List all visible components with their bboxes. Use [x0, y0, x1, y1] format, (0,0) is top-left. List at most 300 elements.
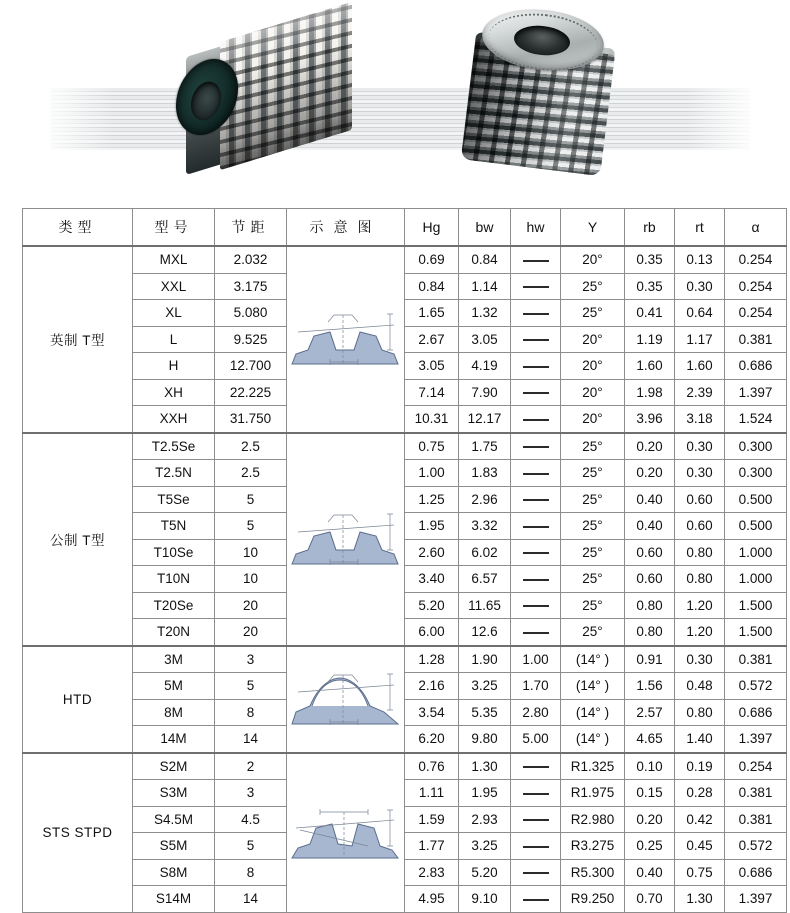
- cell-pitch: 20: [215, 619, 287, 646]
- cell-hw: 1.00: [511, 646, 561, 673]
- cell-pitch: 8: [215, 699, 287, 726]
- cell-pitch: 3: [215, 646, 287, 673]
- cell-hg: 2.67: [405, 326, 459, 353]
- cell-gamma: 25°: [561, 592, 625, 619]
- cell-rt: 0.60: [675, 513, 725, 540]
- cell-rt: 0.30: [675, 433, 725, 460]
- cell-hw: [511, 513, 561, 540]
- cell-rb: 0.40: [625, 486, 675, 513]
- cell-rb: 0.20: [625, 433, 675, 460]
- cell-hg: 6.00: [405, 619, 459, 646]
- cell-bw: 1.75: [459, 433, 511, 460]
- table-header: [23, 209, 787, 247]
- cell-hw: [511, 246, 561, 273]
- cell-pitch: 8: [215, 859, 287, 886]
- cell-alpha: 1.000: [725, 539, 787, 566]
- cell-gamma: R2.980: [561, 806, 625, 833]
- cell-hw: 2.80: [511, 699, 561, 726]
- column-header-pitch: 节距: [215, 209, 287, 247]
- cell-gamma: R1.975: [561, 780, 625, 807]
- cell-hw: [511, 539, 561, 566]
- cell-rt: 1.40: [675, 726, 725, 753]
- cell-rt: 1.20: [675, 619, 725, 646]
- cell-pitch: 10: [215, 539, 287, 566]
- category-label: 公制 T型: [23, 433, 133, 646]
- cell-alpha: 0.381: [725, 326, 787, 353]
- cell-rb: 0.25: [625, 833, 675, 860]
- cell-alpha: 0.254: [725, 273, 787, 300]
- cell-rb: 0.10: [625, 753, 675, 780]
- cell-rt: 0.30: [675, 646, 725, 673]
- cell-pitch: 2: [215, 753, 287, 780]
- empty-value-dash: [523, 446, 549, 448]
- cell-rt: 0.80: [675, 539, 725, 566]
- table-row: [23, 859, 787, 886]
- cell-model: XXH: [133, 406, 215, 433]
- column-header-rt: rt: [675, 209, 725, 247]
- cell-hg: 0.69: [405, 246, 459, 273]
- cell-gamma: 20°: [561, 246, 625, 273]
- cell-bw: 3.32: [459, 513, 511, 540]
- cell-alpha: 1.397: [725, 726, 787, 753]
- empty-value-dash: [523, 872, 549, 874]
- cell-alpha: 1.500: [725, 619, 787, 646]
- empty-value-dash: [523, 419, 549, 421]
- tooth-profile-diagram: [287, 433, 405, 646]
- table-row: [23, 433, 787, 460]
- cell-rb: 1.60: [625, 353, 675, 380]
- cell-bw: 6.57: [459, 566, 511, 593]
- cell-rb: 0.35: [625, 273, 675, 300]
- table-row: [23, 273, 787, 300]
- cell-pitch: 10: [215, 566, 287, 593]
- cell-gamma: 25°: [561, 460, 625, 487]
- column-header-type: 类型: [23, 209, 133, 247]
- cell-model: MXL: [133, 246, 215, 273]
- cell-model: S2M: [133, 753, 215, 780]
- cell-hg: 7.14: [405, 379, 459, 406]
- table-row: [23, 619, 787, 646]
- cell-alpha: 0.686: [725, 353, 787, 380]
- cell-model: 5M: [133, 673, 215, 700]
- cell-hw: [511, 566, 561, 593]
- cell-rb: 0.35: [625, 246, 675, 273]
- cell-model: 8M: [133, 699, 215, 726]
- cell-hg: 1.59: [405, 806, 459, 833]
- cell-alpha: 1.397: [725, 379, 787, 406]
- cell-alpha: 1.524: [725, 406, 787, 433]
- cell-pitch: 22.225: [215, 379, 287, 406]
- empty-value-dash: [523, 313, 549, 315]
- category-label: 英制 T型: [23, 246, 133, 433]
- cell-gamma: R9.250: [561, 886, 625, 913]
- cell-rt: 2.39: [675, 379, 725, 406]
- cell-rb: 0.80: [625, 592, 675, 619]
- cell-rb: 4.65: [625, 726, 675, 753]
- cell-hw: [511, 753, 561, 780]
- cell-bw: 5.35: [459, 699, 511, 726]
- column-header-model: 型号: [133, 209, 215, 247]
- cell-hw: [511, 433, 561, 460]
- table-body: [23, 246, 787, 912]
- cell-alpha: 0.254: [725, 753, 787, 780]
- cell-model: 3M: [133, 646, 215, 673]
- cell-gamma: 20°: [561, 379, 625, 406]
- cell-bw: 1.90: [459, 646, 511, 673]
- empty-value-dash: [523, 766, 549, 768]
- cell-hg: 1.28: [405, 646, 459, 673]
- cell-rb: 0.40: [625, 859, 675, 886]
- cell-pitch: 5: [215, 833, 287, 860]
- cell-alpha: 0.572: [725, 673, 787, 700]
- empty-value-dash: [523, 632, 549, 634]
- cell-rb: 0.70: [625, 886, 675, 913]
- cell-pitch: 14: [215, 726, 287, 753]
- cell-rt: 0.13: [675, 246, 725, 273]
- cell-alpha: 0.254: [725, 246, 787, 273]
- cell-alpha: 0.381: [725, 806, 787, 833]
- cell-hw: [511, 326, 561, 353]
- table-row: [23, 300, 787, 327]
- cell-bw: 1.14: [459, 273, 511, 300]
- cell-bw: 6.02: [459, 539, 511, 566]
- cell-rb: 3.96: [625, 406, 675, 433]
- cell-rt: 0.75: [675, 859, 725, 886]
- cell-pitch: 9.525: [215, 326, 287, 353]
- cell-gamma: (14° ): [561, 673, 625, 700]
- cell-gamma: R5.300: [561, 859, 625, 886]
- cell-bw: 1.95: [459, 780, 511, 807]
- cell-model: S3M: [133, 780, 215, 807]
- cell-alpha: 0.381: [725, 646, 787, 673]
- cell-rt: 3.18: [675, 406, 725, 433]
- cell-rb: 0.80: [625, 619, 675, 646]
- table-row: [23, 726, 787, 753]
- cell-bw: 4.19: [459, 353, 511, 380]
- cell-hw: 1.70: [511, 673, 561, 700]
- cell-alpha: 0.686: [725, 859, 787, 886]
- cell-rt: 1.17: [675, 326, 725, 353]
- cell-gamma: R1.325: [561, 753, 625, 780]
- cell-gamma: (14° ): [561, 726, 625, 753]
- cell-hg: 1.25: [405, 486, 459, 513]
- cell-hg: 1.65: [405, 300, 459, 327]
- cell-gamma: 25°: [561, 300, 625, 327]
- table-row: [23, 379, 787, 406]
- table-row: [23, 326, 787, 353]
- cell-pitch: 4.5: [215, 806, 287, 833]
- cell-model: T20N: [133, 619, 215, 646]
- cell-alpha: 0.686: [725, 699, 787, 726]
- cell-hw: [511, 486, 561, 513]
- cell-gamma: 25°: [561, 539, 625, 566]
- cell-bw: 3.05: [459, 326, 511, 353]
- table-row: [23, 780, 787, 807]
- cell-model: T20Se: [133, 592, 215, 619]
- cell-pitch: 5.080: [215, 300, 287, 327]
- empty-value-dash: [523, 605, 549, 607]
- cell-hw: [511, 859, 561, 886]
- cell-model: XH: [133, 379, 215, 406]
- table-row: [23, 699, 787, 726]
- cell-pitch: 12.700: [215, 353, 287, 380]
- column-header-bw: bw: [459, 209, 511, 247]
- cell-bw: 1.83: [459, 460, 511, 487]
- cell-rt: 0.30: [675, 273, 725, 300]
- cell-gamma: 20°: [561, 326, 625, 353]
- cell-hw: [511, 406, 561, 433]
- cell-rb: 0.20: [625, 806, 675, 833]
- empty-value-dash: [523, 499, 549, 501]
- cell-pitch: 5: [215, 513, 287, 540]
- cell-gamma: R3.275: [561, 833, 625, 860]
- table-row: [23, 406, 787, 433]
- cell-hw: [511, 806, 561, 833]
- cell-bw: 1.32: [459, 300, 511, 327]
- empty-value-dash: [523, 819, 549, 821]
- empty-value-dash: [523, 793, 549, 795]
- striped-backdrop: [50, 88, 750, 150]
- table-row: [23, 353, 787, 380]
- empty-value-dash: [523, 846, 549, 848]
- cell-rb: 0.20: [625, 460, 675, 487]
- cell-model: S4.5M: [133, 806, 215, 833]
- cell-rb: 0.15: [625, 780, 675, 807]
- cell-alpha: 0.254: [725, 300, 787, 327]
- cell-rb: 0.60: [625, 539, 675, 566]
- cell-rt: 0.48: [675, 673, 725, 700]
- cell-rt: 0.28: [675, 780, 725, 807]
- cell-pitch: 2.5: [215, 433, 287, 460]
- empty-value-dash: [523, 579, 549, 581]
- cell-hg: 2.83: [405, 859, 459, 886]
- cell-model: S14M: [133, 886, 215, 913]
- cell-alpha: 1.000: [725, 566, 787, 593]
- cell-hw: [511, 780, 561, 807]
- cell-alpha: 0.500: [725, 513, 787, 540]
- column-header-rb: rb: [625, 209, 675, 247]
- cell-hg: 3.54: [405, 699, 459, 726]
- cell-hg: 3.05: [405, 353, 459, 380]
- cell-model: T2.5N: [133, 460, 215, 487]
- cell-bw: 5.20: [459, 859, 511, 886]
- cell-alpha: 1.500: [725, 592, 787, 619]
- cell-hw: [511, 273, 561, 300]
- cell-rt: 0.64: [675, 300, 725, 327]
- cell-rb: 1.56: [625, 673, 675, 700]
- header-row: [23, 209, 787, 247]
- table-row: [23, 646, 787, 673]
- column-header-hg: Hg: [405, 209, 459, 247]
- cell-bw: 9.80: [459, 726, 511, 753]
- cell-bw: 7.90: [459, 379, 511, 406]
- empty-value-dash: [523, 473, 549, 475]
- empty-value-dash: [523, 526, 549, 528]
- cell-model: XXL: [133, 273, 215, 300]
- cell-alpha: 0.300: [725, 433, 787, 460]
- empty-value-dash: [523, 899, 549, 901]
- cell-rb: 0.91: [625, 646, 675, 673]
- specification-table-container: [22, 208, 773, 913]
- empty-value-dash: [523, 392, 549, 394]
- cell-hg: 0.76: [405, 753, 459, 780]
- cell-bw: 2.96: [459, 486, 511, 513]
- column-header-gamma: Υ: [561, 209, 625, 247]
- table-row: [23, 886, 787, 913]
- cell-hg: 1.77: [405, 833, 459, 860]
- cell-pitch: 5: [215, 673, 287, 700]
- category-label: STS STPD: [23, 753, 133, 913]
- cell-rt: 0.80: [675, 566, 725, 593]
- cell-rb: 2.57: [625, 699, 675, 726]
- tooth-profile-diagram: [287, 753, 405, 913]
- cell-hw: [511, 379, 561, 406]
- cell-rt: 0.30: [675, 460, 725, 487]
- cell-hg: 1.11: [405, 780, 459, 807]
- cell-gamma: 25°: [561, 433, 625, 460]
- cell-alpha: 0.381: [725, 780, 787, 807]
- table-row: [23, 539, 787, 566]
- cell-rt: 0.45: [675, 833, 725, 860]
- cell-gamma: (14° ): [561, 699, 625, 726]
- cell-hg: 10.31: [405, 406, 459, 433]
- cell-bw: 9.10: [459, 886, 511, 913]
- cell-pitch: 2.5: [215, 460, 287, 487]
- table-row: [23, 566, 787, 593]
- cell-model: T5N: [133, 513, 215, 540]
- cell-model: XL: [133, 300, 215, 327]
- cell-alpha: 0.500: [725, 486, 787, 513]
- cell-gamma: 25°: [561, 273, 625, 300]
- table-row: [23, 753, 787, 780]
- hob-shading: [220, 2, 352, 170]
- cell-rt: 0.19: [675, 753, 725, 780]
- cell-gamma: 20°: [561, 406, 625, 433]
- cell-hw: [511, 619, 561, 646]
- cell-model: 14M: [133, 726, 215, 753]
- cell-bw: 0.84: [459, 246, 511, 273]
- tooth-profile-trapezoid: [290, 506, 402, 572]
- cell-hw: [511, 833, 561, 860]
- cell-rb: 1.98: [625, 379, 675, 406]
- column-header-alpha: α: [725, 209, 787, 247]
- cell-hg: 6.20: [405, 726, 459, 753]
- cell-bw: 3.25: [459, 833, 511, 860]
- table-row: [23, 806, 787, 833]
- cell-rt: 0.60: [675, 486, 725, 513]
- cell-hg: 0.84: [405, 273, 459, 300]
- cell-bw: 12.17: [459, 406, 511, 433]
- table-row: [23, 513, 787, 540]
- cell-hw: [511, 460, 561, 487]
- table-row: [23, 673, 787, 700]
- cell-hg: 0.75: [405, 433, 459, 460]
- cell-rb: 0.60: [625, 566, 675, 593]
- cell-model: T5Se: [133, 486, 215, 513]
- cell-rb: 0.40: [625, 513, 675, 540]
- cell-bw: 11.65: [459, 592, 511, 619]
- table-row: [23, 246, 787, 273]
- hob-cutter-horizontal-photo: [168, 8, 368, 183]
- cell-hg: 3.40: [405, 566, 459, 593]
- cell-model: T2.5Se: [133, 433, 215, 460]
- cell-hw: 5.00: [511, 726, 561, 753]
- cell-gamma: 25°: [561, 619, 625, 646]
- cell-gamma: 25°: [561, 486, 625, 513]
- cell-hg: 4.95: [405, 886, 459, 913]
- cell-hg: 2.16: [405, 673, 459, 700]
- cell-hw: [511, 300, 561, 327]
- cell-bw: 12.6: [459, 619, 511, 646]
- tooth-profile-stpd: [290, 800, 402, 866]
- tooth-profile-trapezoid: [290, 306, 402, 372]
- tooth-profile-diagram: [287, 246, 405, 433]
- cell-model: T10Se: [133, 539, 215, 566]
- cell-gamma: 25°: [561, 513, 625, 540]
- column-header-hw: hw: [511, 209, 561, 247]
- cell-hw: [511, 592, 561, 619]
- tooth-profile-diagram: [287, 646, 405, 753]
- cell-alpha: 0.572: [725, 833, 787, 860]
- cell-pitch: 5: [215, 486, 287, 513]
- empty-value-dash: [523, 286, 549, 288]
- cell-model: S5M: [133, 833, 215, 860]
- empty-value-dash: [523, 339, 549, 341]
- empty-value-dash: [523, 552, 549, 554]
- cell-rt: 1.20: [675, 592, 725, 619]
- cell-bw: 2.93: [459, 806, 511, 833]
- cell-model: S8M: [133, 859, 215, 886]
- hob-cutter-angled-photo: [452, 2, 632, 192]
- cell-gamma: 25°: [561, 566, 625, 593]
- cell-pitch: 14: [215, 886, 287, 913]
- cell-hg: 1.00: [405, 460, 459, 487]
- cell-alpha: 0.300: [725, 460, 787, 487]
- table-row: [23, 460, 787, 487]
- empty-value-dash: [523, 366, 549, 368]
- table-row: [23, 592, 787, 619]
- cell-pitch: 31.750: [215, 406, 287, 433]
- empty-value-dash: [523, 260, 549, 262]
- cell-rb: 1.19: [625, 326, 675, 353]
- cell-hg: 2.60: [405, 539, 459, 566]
- cell-pitch: 2.032: [215, 246, 287, 273]
- category-label: HTD: [23, 646, 133, 753]
- cell-gamma: (14° ): [561, 646, 625, 673]
- specification-table: [22, 208, 787, 913]
- tooth-profile-round: [290, 666, 402, 732]
- cell-pitch: 3: [215, 780, 287, 807]
- cell-hg: 1.95: [405, 513, 459, 540]
- table-row: [23, 833, 787, 860]
- cell-hg: 5.20: [405, 592, 459, 619]
- cell-hw: [511, 886, 561, 913]
- cell-rt: 0.80: [675, 699, 725, 726]
- cell-bw: 3.25: [459, 673, 511, 700]
- product-photo-banner: [0, 0, 790, 205]
- cell-model: H: [133, 353, 215, 380]
- cell-model: L: [133, 326, 215, 353]
- cell-rt: 0.42: [675, 806, 725, 833]
- cell-gamma: 20°: [561, 353, 625, 380]
- cell-pitch: 3.175: [215, 273, 287, 300]
- cell-bw: 1.30: [459, 753, 511, 780]
- cell-pitch: 20: [215, 592, 287, 619]
- table-row: [23, 486, 787, 513]
- cell-model: T10N: [133, 566, 215, 593]
- cell-rb: 0.41: [625, 300, 675, 327]
- column-header-diagram: 示意图: [287, 209, 405, 247]
